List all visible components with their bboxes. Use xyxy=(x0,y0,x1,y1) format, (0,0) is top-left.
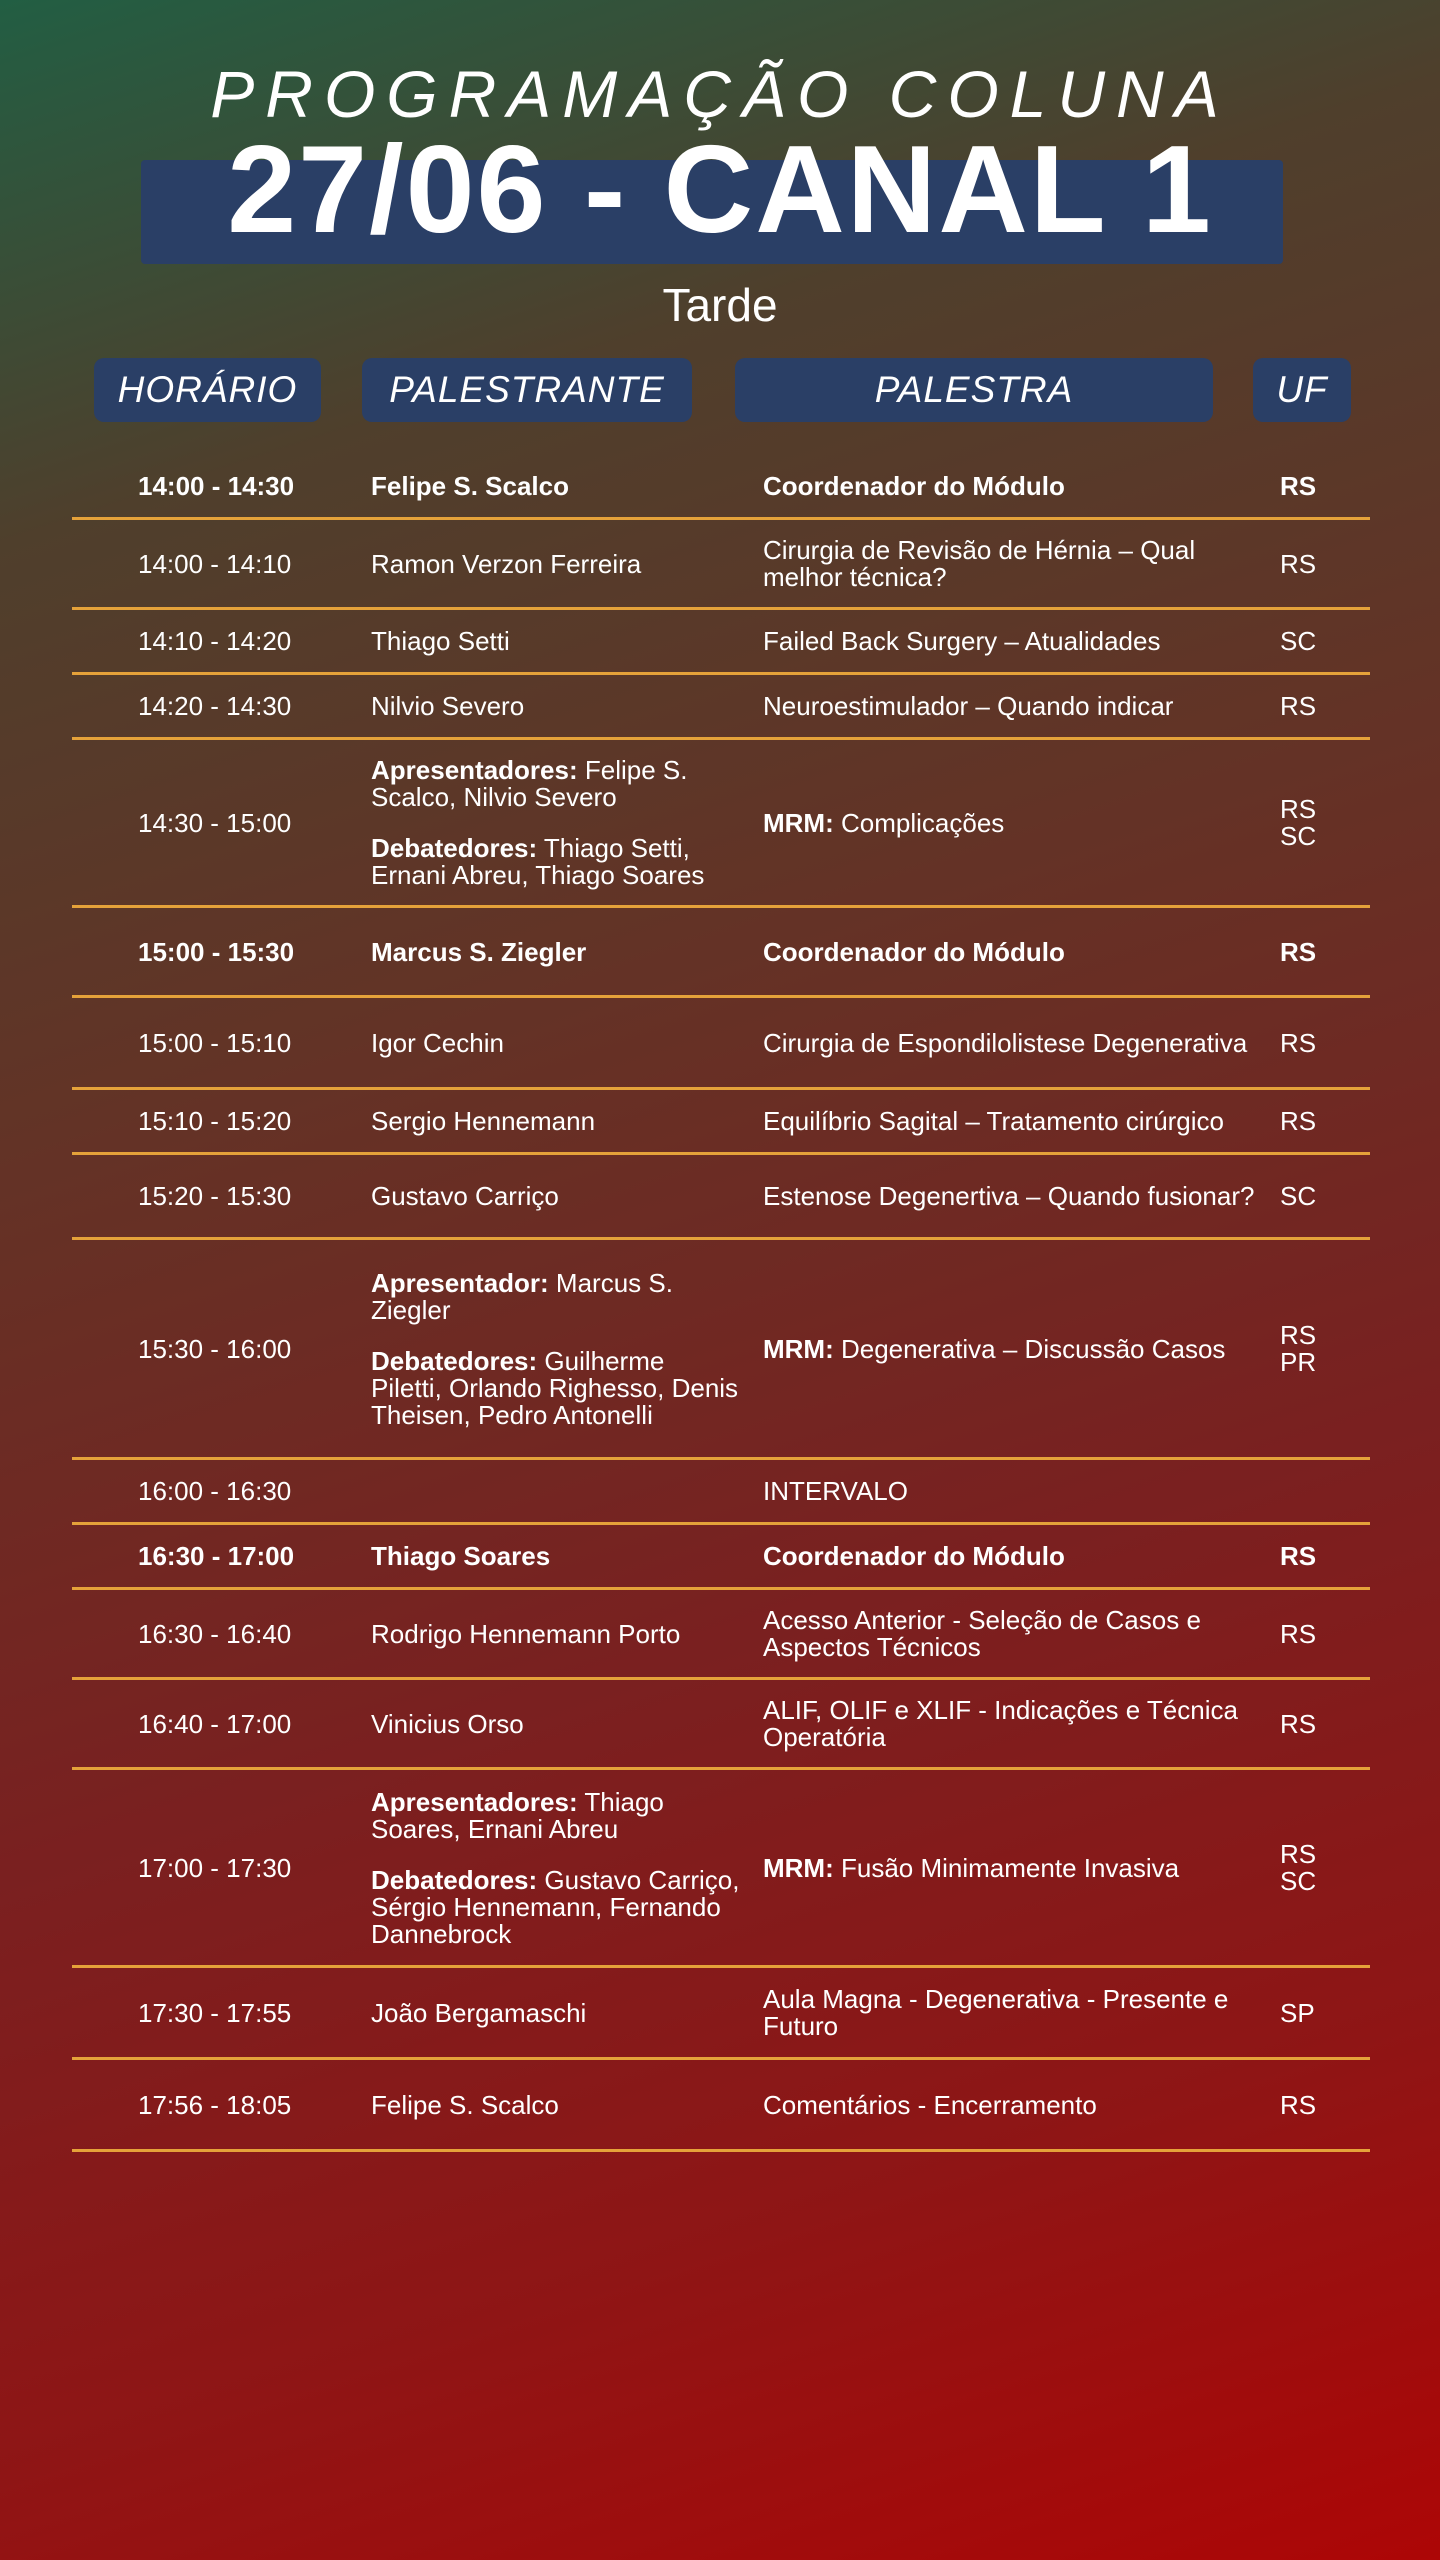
speaker-name: Thiago Setti xyxy=(371,626,510,656)
time-cell: 15:30 - 16:00 xyxy=(138,1333,292,1364)
talk-cell xyxy=(763,1524,1263,1589)
uf-code: RS xyxy=(1280,1320,1317,1350)
program-title: PROGRAMAÇÃO COLUNA xyxy=(210,57,1230,131)
uf-cell xyxy=(1280,609,1350,674)
speaker-cell xyxy=(371,609,741,674)
talk-text: Acesso Anterior - Seleção de Casos e Aspectos Técnicos xyxy=(763,1605,1201,1662)
time-cell: 15:10 - 15:20 xyxy=(138,1106,292,1136)
talk-label: MRM: xyxy=(763,807,834,838)
time-cell: 17:00 - 17:30 xyxy=(138,1852,292,1883)
period-label: Tarde xyxy=(662,279,778,331)
debaters-names: Thiago Setti, Ernani Abreu, Thiago Soares xyxy=(371,833,705,890)
speaker-name: Felipe S. Scalco xyxy=(371,471,569,501)
talk-title xyxy=(763,693,1263,720)
presenters-label: Apresentadores: xyxy=(371,755,578,785)
presenters-label: Apresentadores: xyxy=(371,1786,578,1817)
uf-code: RS xyxy=(1280,794,1317,824)
row-divider xyxy=(72,2149,1370,2152)
talk-title xyxy=(763,473,1263,500)
uf-cell xyxy=(1280,1589,1350,1679)
talk-title xyxy=(763,628,1263,655)
schedule-row xyxy=(0,519,1440,609)
talk-cell xyxy=(763,1239,1263,1459)
talk-title xyxy=(763,1852,1263,1883)
uf-cell xyxy=(1280,907,1350,997)
talk-cell xyxy=(763,1089,1263,1154)
uf-cell xyxy=(1280,997,1350,1089)
speaker-name: João Bergamaschi xyxy=(371,1997,587,2028)
talk-cell xyxy=(763,2059,1263,2151)
uf-cell xyxy=(1280,739,1350,907)
presenters-names: Thiago Soares, Ernani Abreu xyxy=(371,1786,664,1844)
header-uf: UF xyxy=(1253,358,1351,422)
talk-cell xyxy=(763,519,1263,609)
speaker-cell xyxy=(371,1769,741,1967)
header-speaker: PALESTRANTE xyxy=(362,358,692,422)
talk-text: Equilíbrio Sagital – Tratamento cirúrgico xyxy=(763,1106,1225,1136)
schedule-row xyxy=(0,997,1440,1089)
debaters-label: Debatedores: xyxy=(371,1345,538,1376)
talk-title xyxy=(763,2089,1263,2120)
talk-text: Aula Magna - Degenerativa - Presente e Futuro xyxy=(763,1984,1229,2041)
talk-cell xyxy=(763,1967,1263,2059)
talk-text: ALIF, OLIF e XLIF - Indicações e Técnica Operatória xyxy=(763,1695,1238,1752)
talk-cell xyxy=(763,739,1263,907)
talk-text: Degenerativa – Discussão Casos xyxy=(833,1333,1226,1364)
time-cell: 14:00 - 14:10 xyxy=(138,548,292,579)
talk-title xyxy=(763,1986,1263,2040)
schedule-row xyxy=(0,739,1440,907)
speaker-cell xyxy=(371,2059,741,2151)
schedule-row xyxy=(0,1589,1440,1679)
talk-title xyxy=(763,1183,1263,1210)
uf-code: RS xyxy=(1280,548,1317,579)
uf-cell xyxy=(1280,1967,1350,2059)
uf-code: SC xyxy=(1280,1181,1317,1211)
uf-code: RS xyxy=(1280,1027,1317,1058)
speaker-cell xyxy=(371,1589,741,1679)
uf-code: SC xyxy=(1280,626,1317,656)
uf-code: RS xyxy=(1280,1839,1317,1869)
talk-text: Coordenador do Módulo xyxy=(763,471,1065,501)
talk-label: MRM: xyxy=(763,1852,834,1883)
uf-cell xyxy=(1280,1679,1350,1769)
header-time: HORÁRIO xyxy=(94,358,321,422)
uf-code: SC xyxy=(1280,821,1317,851)
speaker-name: Rodrigo Hennemann Porto xyxy=(371,1618,681,1649)
uf-cell xyxy=(1280,1769,1350,1967)
time-cell: 15:00 - 15:30 xyxy=(138,936,295,967)
uf-cell xyxy=(1280,1089,1350,1154)
talk-title xyxy=(763,1607,1263,1661)
speaker-cell xyxy=(371,674,741,739)
speaker-cell xyxy=(371,454,741,519)
uf-code: RS xyxy=(1280,936,1317,967)
talk-cell xyxy=(763,609,1263,674)
time-cell: 14:00 - 14:30 xyxy=(138,471,295,501)
talk-cell xyxy=(763,1154,1263,1239)
talk-cell xyxy=(763,1769,1263,1967)
talk-label: MRM: xyxy=(763,1333,834,1364)
schedule-row xyxy=(0,1967,1440,2059)
time-cell: 15:00 - 15:10 xyxy=(138,1027,292,1058)
talk-cell xyxy=(763,907,1263,997)
presenters-block xyxy=(371,757,741,811)
schedule-row xyxy=(0,1239,1440,1459)
schedule-row xyxy=(0,1089,1440,1154)
uf-code: RS xyxy=(1280,691,1317,721)
uf-cell xyxy=(1280,519,1350,609)
talk-title xyxy=(763,1027,1263,1058)
speaker-name: Vinicius Orso xyxy=(371,1708,524,1739)
speaker-cell xyxy=(371,1524,741,1589)
talk-cell xyxy=(763,1459,1263,1524)
speaker-name: Ramon Verzon Ferreira xyxy=(371,548,642,579)
talk-text: Cirurgia de Revisão de Hérnia – Qual melhor técnica? xyxy=(763,535,1196,592)
uf-cell xyxy=(1280,1239,1350,1459)
schedule-row xyxy=(0,609,1440,674)
talk-title xyxy=(763,1478,1263,1505)
presenters-names: Felipe S. Scalco, Nilvio Severo xyxy=(371,755,688,812)
speaker-name: Marcus S. Ziegler xyxy=(371,936,587,967)
speaker-name: Nilvio Severo xyxy=(371,691,525,721)
talk-text: Coordenador do Módulo xyxy=(763,1541,1065,1571)
talk-cell xyxy=(763,1679,1263,1769)
uf-code: RS xyxy=(1280,1541,1317,1571)
talk-text: Neuroestimulador – Quando indicar xyxy=(763,691,1174,721)
uf-code: RS xyxy=(1280,1708,1317,1739)
date-channel-title: 27/06 - CANAL 1 xyxy=(227,121,1213,259)
uf-code: PR xyxy=(1280,1347,1317,1377)
uf-code: SC xyxy=(1280,1866,1317,1896)
speaker-cell xyxy=(371,1154,741,1239)
schedule-row xyxy=(0,907,1440,997)
time-cell: 17:56 - 18:05 xyxy=(138,2089,292,2120)
speaker-cell xyxy=(371,1679,741,1769)
debaters-block xyxy=(371,835,741,889)
uf-cell xyxy=(1280,454,1350,519)
speaker-cell xyxy=(371,739,741,907)
time-cell: 14:10 - 14:20 xyxy=(138,626,292,656)
talk-text: INTERVALO xyxy=(763,1476,908,1506)
talk-cell xyxy=(763,454,1263,519)
uf-cell xyxy=(1280,1524,1350,1589)
time-cell: 16:40 - 17:00 xyxy=(138,1708,292,1739)
schedule-row xyxy=(0,1459,1440,1524)
talk-text: Estenose Degenertiva – Quando fusionar? xyxy=(763,1181,1255,1211)
talk-title xyxy=(763,1108,1263,1135)
talk-text: Fusão Minimamente Invasiva xyxy=(833,1852,1180,1883)
talk-text: Failed Back Surgery – Atualidades xyxy=(763,626,1161,656)
debaters-block xyxy=(371,1345,741,1430)
uf-code: RS xyxy=(1280,1618,1317,1649)
talk-text: Complicações xyxy=(833,807,1005,838)
schedule-row xyxy=(0,1154,1440,1239)
presenters-names: Marcus S. Ziegler xyxy=(371,1267,673,1325)
speaker-name: Sergio Hennemann xyxy=(371,1106,596,1136)
talk-cell xyxy=(763,674,1263,739)
uf-code: RS xyxy=(1280,2089,1317,2120)
schedule-row xyxy=(0,2059,1440,2151)
talk-cell xyxy=(763,1589,1263,1679)
schedule-row xyxy=(0,1524,1440,1589)
speaker-cell xyxy=(371,997,741,1089)
speaker-name: Thiago Soares xyxy=(371,1541,551,1571)
debaters-block xyxy=(371,1864,741,1949)
talk-text: Coordenador do Módulo xyxy=(763,936,1065,967)
time-cell: 14:30 - 15:00 xyxy=(138,807,292,838)
schedule-row xyxy=(0,674,1440,739)
debaters-names: Guilherme Piletti, Orlando Righesso, Denis Theisen, Pedro Antonelli xyxy=(371,1345,739,1430)
presenters-label: Apresentador: xyxy=(371,1267,549,1298)
time-cell: 16:00 - 16:30 xyxy=(138,1476,292,1506)
uf-cell xyxy=(1280,674,1350,739)
talk-title xyxy=(763,1697,1263,1751)
uf-code: SP xyxy=(1280,1997,1315,2028)
speaker-name: Gustavo Carriço xyxy=(371,1181,559,1211)
speaker-name: Felipe S. Scalco xyxy=(371,2089,559,2120)
speaker-cell xyxy=(371,1967,741,2059)
presenters-block xyxy=(371,1267,741,1325)
speaker-cell xyxy=(371,1459,741,1524)
time-cell: 16:30 - 16:40 xyxy=(138,1618,292,1649)
debaters-names: Gustavo Carriço, Sérgio Hennemann, Fernando Dannebrock xyxy=(371,1864,740,1949)
speaker-cell xyxy=(371,1089,741,1154)
debaters-label: Debatedores: xyxy=(371,833,538,863)
time-cell: 14:20 - 14:30 xyxy=(138,691,292,721)
talk-title xyxy=(763,936,1263,967)
schedule-row xyxy=(0,1679,1440,1769)
debaters-label: Debatedores: xyxy=(371,1864,538,1895)
time-cell: 15:20 - 15:30 xyxy=(138,1181,292,1211)
uf-cell xyxy=(1280,2059,1350,2151)
speaker-cell xyxy=(371,519,741,609)
uf-cell xyxy=(1280,1154,1350,1239)
time-cell: 17:30 - 17:55 xyxy=(138,1997,292,2028)
schedule-row xyxy=(0,1769,1440,1967)
talk-text: Cirurgia de Espondilolistese Degenerativa xyxy=(763,1027,1248,1058)
header-talk: PALESTRA xyxy=(735,358,1213,422)
uf-code: RS xyxy=(1280,1106,1317,1136)
uf-cell xyxy=(1280,1459,1350,1524)
presenters-block xyxy=(371,1786,741,1844)
talk-title xyxy=(763,537,1263,591)
talk-title xyxy=(763,1543,1263,1570)
speaker-cell xyxy=(371,907,741,997)
talk-title xyxy=(763,807,1263,838)
talk-title xyxy=(763,1333,1263,1364)
talk-text: Comentários - Encerramento xyxy=(763,2089,1097,2120)
speaker-name: Igor Cechin xyxy=(371,1027,504,1058)
uf-code: RS xyxy=(1280,471,1317,501)
speaker-cell xyxy=(371,1239,741,1459)
schedule-row xyxy=(0,454,1440,519)
talk-cell xyxy=(763,997,1263,1089)
time-cell: 16:30 - 17:00 xyxy=(138,1541,295,1571)
